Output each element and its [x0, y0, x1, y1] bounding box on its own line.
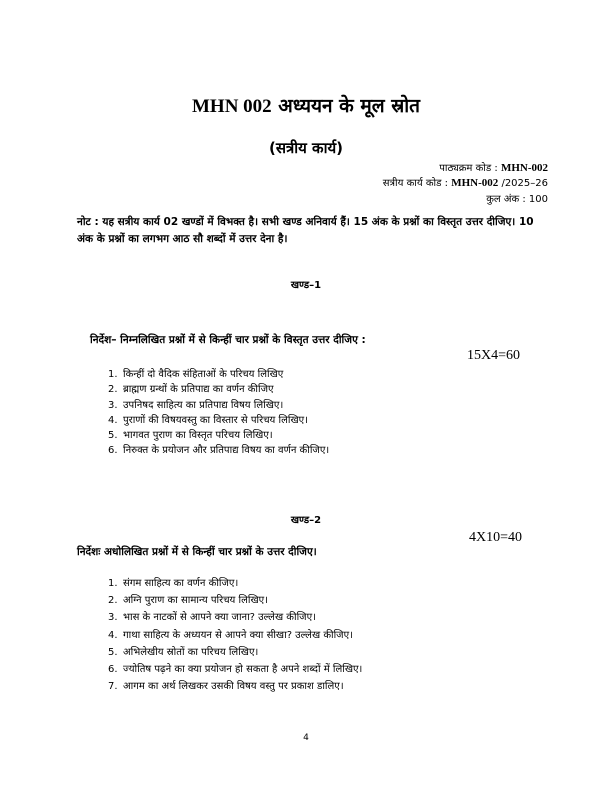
section-1-direction: निर्देश– निम्नलिखित प्रश्नों में से किन्हीं चार प्रश्नों के विस्तृत उत्तर दीजिए : — [90, 334, 366, 346]
question-item: 5. अभिलेखीय स्रोतों का परिचय लिखिए। — [108, 646, 259, 658]
question-item: 3. उपनिषद साहित्य का प्रतिपाद्य विषय लिखिए। — [108, 399, 284, 411]
question-item: 4. पुराणों की विषयवस्तु का विस्तार से परिचय लिखिए। — [108, 414, 309, 426]
question-item: 5. भागवत पुराण का विस्तृत परिचय लिखिए। — [108, 430, 273, 442]
question-item: 4. गाथा साहित्य के अध्ययन से आपने क्या सीखा? उल्लेख कीजिए। — [108, 629, 353, 641]
course-code-title: MHN 002 — [191, 96, 272, 117]
question-item: 6. ज्योतिष पढ़ने का क्या प्रयोजन हो सकता है अपने शब्दों में लिखिए। — [108, 663, 363, 675]
assignment-code-line — [383, 175, 548, 189]
total-marks-label: कुल अंक : — [486, 194, 526, 205]
question-item: 2. अग्नि पुराण का सामान्य परिचय लिखिए। — [108, 595, 268, 607]
instructions-note: नोट : यह सत्रीय कार्य 02 खण्डों में विभक्त है। सभी खण्ड अनिवार्य हैं। 15 अंक के प्रश्नों का विस्तृत उत्तर दीजिए। 10 अंक के प्रश्नों का लगभग आठ सौ शब्दों में उत्तर देना है। — [77, 216, 534, 245]
section-2-question-list — [108, 575, 362, 695]
session-value: /2025–26 — [501, 178, 548, 189]
total-marks-line — [486, 191, 548, 205]
page-number: 4 — [303, 733, 309, 743]
assignment-code-value: MHN-002 — [451, 177, 499, 189]
course-code-label: पाठ्यक्रम कोड : — [439, 163, 498, 174]
section-2-direction: निर्देशः अधोलिखित प्रश्नों में से किन्हीं चार प्रश्नों के उत्तर दीजिए। — [77, 546, 317, 558]
section-1-heading: खण्ड–1 — [290, 280, 322, 291]
question-item: 3. भास के नाटकों से आपने क्या जाना? उल्लेख कीजिए। — [108, 612, 316, 624]
section-2-heading: खण्ड–2 — [290, 515, 322, 526]
question-item: 1. किन्हीं दो वैदिक संहिताओं के परिचय लिखिए — [108, 369, 284, 380]
question-item: 2. ब्राह्मण ग्रन्थों के प्रतिपाद्य का वर्णन कीजिए — [108, 384, 274, 396]
question-item: 6. निरुक्त के प्रयोजन और प्रतिपाद्य विषय का वर्णन कीजिए। — [108, 445, 330, 457]
assignment-code-label: सत्रीय कार्य कोड : — [382, 178, 449, 189]
question-item: 1. संगम साहित्य का वर्णन कीजिए। — [108, 578, 239, 589]
section-1-question-list — [108, 367, 329, 459]
course-code-line — [439, 160, 548, 174]
page-subtitle: (सत्रीय कार्य) — [268, 139, 344, 157]
course-code-value: MHN-002 — [500, 162, 548, 174]
page-title — [0, 92, 612, 118]
section-1-marks: 15X4=60 — [467, 348, 521, 363]
question-item: 7. आगम का अर्थ लिखकर उसकी विषय वस्तु पर प्रकाश डालिए। — [108, 681, 344, 693]
course-title: अध्ययन के मूल स्रोत — [278, 95, 421, 117]
section-2-marks: 4X10=40 — [469, 530, 523, 545]
total-marks-value: 100 — [528, 194, 548, 205]
